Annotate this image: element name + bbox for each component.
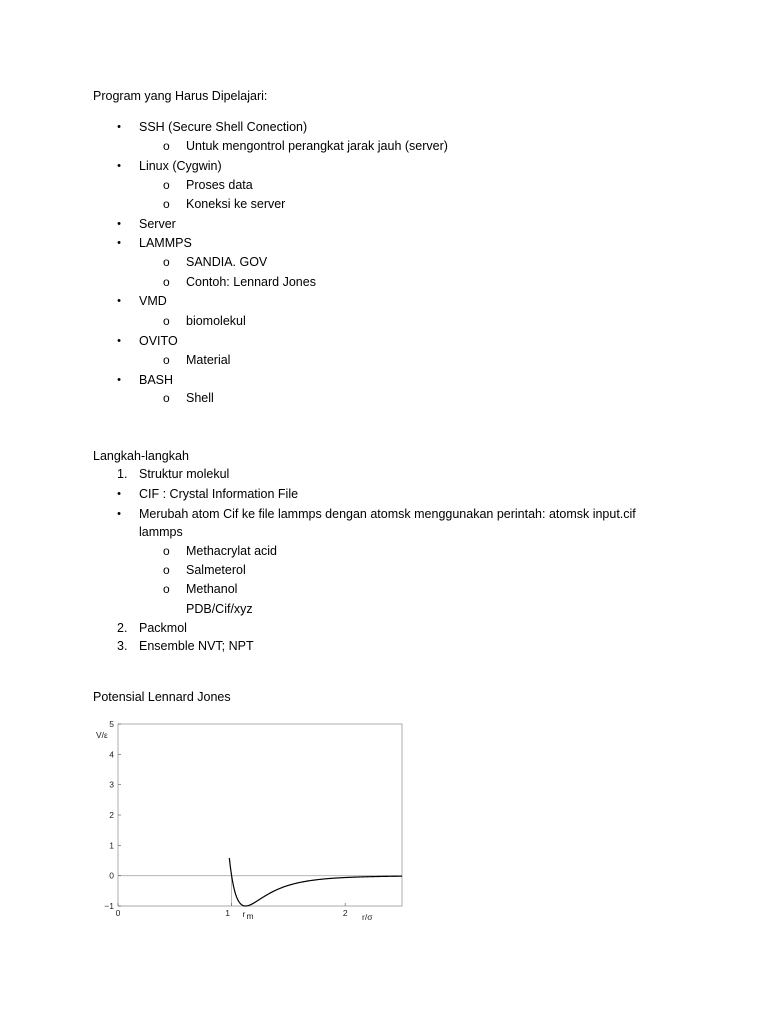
section-title-lennard-jones: Potensial Lennard Jones [93, 690, 231, 704]
x-tick-label: 2 [342, 908, 348, 918]
step-number: 1. [117, 467, 128, 481]
annotation-rm: r [242, 909, 246, 919]
y-tick-label: 4 [109, 749, 114, 760]
y-tick-label: −1 [104, 901, 114, 911]
circle-bullet-icon: o [163, 353, 170, 367]
sub-list-item: biomolekul [186, 314, 246, 328]
y-tick-label: 5 [109, 719, 114, 729]
bullet-icon: • [117, 121, 121, 133]
circle-bullet-icon: o [163, 178, 170, 192]
x-axis-label: r/σ [362, 912, 373, 922]
circle-bullet-icon: o [163, 391, 170, 405]
sub-list-item: Untuk mengontrol perangkat jarak jauh (server) [186, 139, 448, 153]
bullet-icon: • [117, 218, 121, 230]
list-item: BASH [139, 373, 174, 387]
x-tick-label: 0 [115, 908, 121, 918]
lennard-jones-chart [90, 714, 410, 924]
list-item: OVITO [139, 334, 178, 348]
sub-list-item: Shell [186, 391, 214, 405]
list-item: CIF : Crystal Information File [139, 487, 299, 501]
list-item: Server [139, 217, 176, 231]
lennard-jones-plot [90, 714, 410, 924]
sub-list-item: Koneksi ke server [186, 197, 286, 211]
bullet-icon: • [117, 295, 121, 307]
circle-bullet-icon: o [163, 314, 170, 328]
section-title-steps: Langkah-langkah [93, 449, 189, 463]
y-axis-label: V/ε [96, 730, 108, 740]
sub-list-item: SANDIA. GOV [186, 255, 268, 269]
list-item: Linux (Cygwin) [139, 159, 222, 173]
annotation-rm-sub: m [246, 911, 254, 921]
circle-bullet-icon: o [163, 582, 170, 596]
step-number: 3. [117, 639, 128, 653]
bullet-icon: • [117, 488, 121, 500]
y-tick-label: 1 [109, 840, 114, 851]
sub-list-item: Material [186, 353, 231, 367]
y-tick-label: 3 [109, 779, 114, 790]
circle-bullet-icon: o [163, 544, 170, 558]
circle-bullet-icon: o [163, 255, 170, 269]
bullet-icon: • [117, 237, 121, 249]
circle-bullet-icon: o [163, 139, 170, 153]
circle-bullet-icon: o [163, 563, 170, 577]
sub-list-item: Contoh: Lennard Jones [186, 275, 316, 289]
step-item: Struktur molekul [139, 467, 230, 481]
lj-curve [229, 858, 402, 906]
sub-list-item: Proses data [186, 178, 253, 192]
step-number: 2. [117, 621, 128, 635]
sub-list-item: Salmeterol [186, 563, 246, 577]
x-tick-label: 1 [225, 908, 230, 918]
y-tick-label: 2 [109, 810, 114, 820]
step-item: Packmol [139, 621, 187, 635]
circle-bullet-icon: o [163, 197, 170, 211]
sub-list-item: Methacrylat acid [186, 544, 278, 558]
bullet-icon: • [117, 160, 121, 172]
y-tick-label: 0 [109, 870, 114, 881]
section-title-programs: Program yang Harus Dipelajari: [93, 89, 268, 103]
list-item: VMD [139, 294, 167, 308]
bullet-icon: • [117, 335, 121, 347]
step-item: Ensemble NVT; NPT [139, 639, 254, 653]
list-item-continuation: lammps [139, 525, 183, 539]
sub-list-note: PDB/Cif/xyz [186, 602, 253, 616]
sub-list-item: Methanol [186, 582, 238, 596]
circle-bullet-icon: o [163, 275, 170, 289]
list-item: LAMMPS [139, 236, 192, 250]
list-item: Merubah atom Cif ke file lammps dengan atomsk menggunakan perintah: atomsk input.cif [139, 507, 636, 521]
list-item: SSH (Secure Shell Conection) [139, 120, 308, 134]
bullet-icon: • [117, 508, 121, 520]
bullet-icon: • [117, 374, 121, 386]
plot-frame [118, 724, 402, 906]
